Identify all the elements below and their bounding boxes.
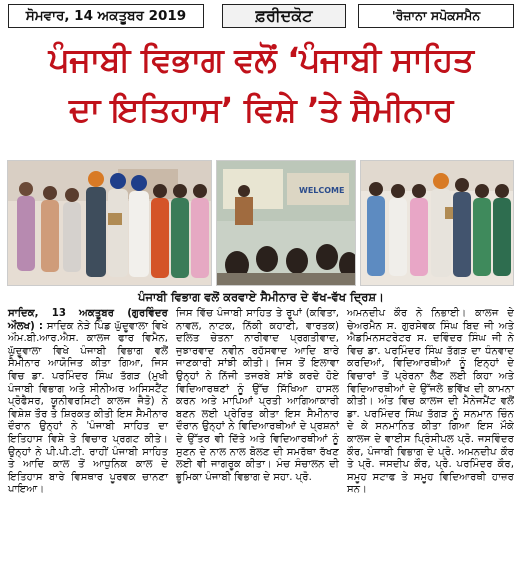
photo-group-memento-drawing xyxy=(8,161,212,286)
article-column-3-text: ਅਮਨਦੀਪ ਕੌਰ ਨੇ ਨਿਭਾਈ। ਕਾਲਜ ਦੇ ਚੇਅਰਮੈਨ ਸ. ਗੁਰਸੇਵਕ ਸਿੰਘ ਬਿਦ ਜੀ ਅਤੇ ਐਡਮਿਨਸਟਰੇਟਰ ਸ. ਦਵਿੰਦਰ ਸਿੰਘ ਜੀ ਨੇ ਵਿਚ ਡਾ. ਪਰਮਿੰਦਰ ਸਿੰਘ ਤੱਗੜ ਦਾ ਧੰਨਵਾਦ ਕਰਦਿਆਂ, ਵਿਦਿਆਰਥੀਆਂ ਨੂੰ ਇਨ੍ਹਾਂ ਦੇ ਵਿਚਾਰਾਂ ਤੋਂ ਪ੍ਰੇਰਨਾ ਲੈਣ ਲਈ ਕਿਹਾ ਅਤੇ ਵਿਦਿਆਰਥੀਆਂ ਦੇ ਉੱਜਲੇ ਭਵਿੱਖ ਦੀ ਕਾਮਨਾ ਕੀਤੀ। ਅੰਤ ਵਿਚ ਕਾਲਜ ਦੀ ਮੈਨੇਜਮੈਂਟ ਵਲੋਂ ਡਾ. ਪਰਮਿੰਦਰ ਸਿੰਘ ਤੱਗੜ ਨੂੰ ਸਨਮਾਨ ਚਿੰਨ ਦੇ ਕੇ ਸਨਮਾਨਿਤ ਕੀਤਾ ਗਿਆ ਇਸ ਮੌਕੇ ਕਾਲਜ ਦੇ ਵਾਈਸ ਪ੍ਰਿੰਸੀਪਲ ਪ੍ਰੋ. ਜਸਵਿੰਦਰ ਕੌਰ, ਪੰਜਾਬੀ ਵਿਭਾਗ ਦੇ ਪ੍ਰੋ. ਅਮਨਦੀਪ ਕੌਰ ਤੇ ਪ੍ਰੋ. ਜਸਦੀਪ ਕੌਰ, ਪ੍ਰੋ. ਪਰਮਿੰਦਰ ਕੌਰ, ਸਮੂਹ ਸਟਾਫ ਤੇ ਸਮੂਹ ਵਿਦਿਆਰਥੀ ਹਾਜ਼ਰ ਸਨ। xyxy=(347,308,514,496)
headline-line-2: ਦਾ ਇਤਿਹਾਸ’ ਵਿਸ਼ੇ ’ਤੇ ਸੈਮੀਨਾਰ xyxy=(69,90,453,129)
city-section-label: ਫ਼ਰੀਦਕੋਟ xyxy=(222,4,346,28)
photo-classroom-seminar xyxy=(216,160,356,286)
article-column-1-text: ਸਾਦਿਕ ਨੇੜੇ ਪਿੰਡ ਘੁੱਦੂਵਾਲਾ ਵਿਖੇ ਔਮ.ਬੀ.ਆਰ.ਐਸ. ਕਾਲਜ ਫਾਰ ਵਿਮੈਨ, ਘੁੱਦੂਵਾਲਾ ਵਿਖੇ ਪੰਜਾਬੀ ਵਿਭਾਗ ਵਲੋਂ ਸੈਮੀਨਾਰ ਆਯੋਜਿਤ ਕੀਤਾ ਗਿਆ, ਜਿਸ ਵਿਚ ਡਾ. ਪਰਮਿੰਦਰ ਸਿੰਘ ਤੱਗੜ (ਮੁਖੀ ਪੰਜਾਬੀ ਵਿਭਾਗ ਅਤੇ ਸੀਨੀਅਰ ਅਸਿਸਟੈਂਟ ਪ੍ਰੋਫੈਸਰ, ਯੂਨੀਵਰਸਿਟੀ ਕਾਲਜ ਜੈਤੋ) ਨੇ ਵਿਸ਼ੇਸ਼ ਤੌਰ ਤੇ ਸ਼ਿਰਕਤ ਕੀਤੀ ਇਸ ਸੈਮੀਨਾਰ ਦੌਰਾਨ ਉਨ੍ਹਾਂ ਨੇ 'ਪੰਜਾਬੀ ਸਾਹਿਤ ਦਾ ਇਤਿਹਾਸ ਵਿਸ਼ੇ ਤੇ ਵਿਚਾਰ ਪ੍ਰਗਟ ਕੀਤੇ। ਉਨ੍ਹਾਂ ਨੇ ਪੀ.ਪੀ.ਟੀ. ਰਾਹੀਂ ਪੰਜਾਬੀ ਸਾਹਿਤ ਤੇ ਆਦਿ ਕਾਲ ਤੋਂ ਆਧੁਨਿਕ ਕਾਲ ਦੇ ਇਤਿਹਾਸ ਬਾਰੇ ਵਿਸਥਾਰ ਪੂਰਵਕ ਚਾਨਣਾ ਪਾਇਆ। xyxy=(8,320,168,496)
photo-group-memento xyxy=(7,160,212,286)
newspaper-name: 'ਰੋਜ਼ਾਨਾ ਸਪੋਕਸਮੈਨ xyxy=(358,4,514,28)
photo-caption: ਪੰਜਾਬੀ ਵਿਭਾਗ ਵਲੋਂ ਕਰਵਾਏ ਸੈਮੀਨਾਰ ਦੇ ਵੱਖ-ਵੱਖ ਦ੍ਰਿਸ਼। xyxy=(138,290,384,304)
article-column-3 xyxy=(347,308,514,497)
article-column-1 xyxy=(8,308,168,497)
photo-group-honour-drawing xyxy=(361,161,514,286)
headline-line-1: ਪੰਜਾਬੀ ਵਿਭਾਗ ਵਲੋਂ ‘ਪੰਜਾਬੀ ਸਾਹਿਤ xyxy=(48,40,474,79)
photo-classroom-drawing xyxy=(217,161,356,286)
article-dateline: ਸਾਦਿਕ, 13 ਅਕਤੂਬਰ (ਗੁਰਵਿੰਦਰ ਔਲਖ) : xyxy=(8,308,168,332)
photo-group-honour xyxy=(360,160,514,286)
issue-date: ਸੋਮਵਾਰ, 14 ਅਕਤੂਬਰ 2019 xyxy=(8,4,204,28)
article-column-2-text: ਜਿਸ ਵਿੱਚ ਪੰਜਾਬੀ ਸਾਹਿਤ ਤੇ ਰੂਪਾਂ (ਕਵਿਤਾ, ਨਾਵਲ, ਨਾਟਕ, ਨਿੱਕੀ ਕਹਾਣੀ, ਵਾਰਤਕ) ਦਲਿਤ ਚੇਤਨਾ ਨਾਰੀਵਾਦ ਪ੍ਰਗਤੀਵਾਦ, ਜੁਝਾਰਵਾਦ ਨਵੀਨ ਰਹੱਸਵਾਦ ਆਦਿ ਬਾਰੇ ਜਾਣਕਾਰੀ ਸਾਂਝੀ ਕੀਤੀ। ਜਿਸ ਤੋਂ ਇਲਾਵਾ ਉਨ੍ਹਾਂ ਨੇ ਨਿੱਜੀ ਤਜਰਬੇ ਸਾਂਝੇ ਕਰਦੇ ਹੋਏ ਵਿਦਿਆਰਥਣਾਂ ਨੂੰ ਉੱਚ ਸਿੱਖਿਆ ਹਾਸਲ ਕਰਨ ਅਤੇ ਮਾਪਿਆਂ ਪ੍ਰਤੀ ਆਗਿਆਕਾਰੀ ਬਣਨ ਲਈ ਪ੍ਰੇਰਿਤ ਕੀਤਾ ਇਸ ਸੈਮੀਨਾਰ ਦੌਰਾਨ ਉਨ੍ਹਾਂ ਨੇ ਵਿਦਿਆਰਥੀਆਂ ਦੇ ਪ੍ਰਸ਼ਨਾਂ ਦੇ ਉੱਤਰ ਵੀ ਦਿੱਤੇ ਅਤੇ ਵਿਦਿਆਰਥੀਆਂ ਨੂੰ ਸੁਣਨ ਦੇ ਨਾਲ ਨਾਲ ਬੋਲਣ ਦੀ ਸਮਰੱਥਾ ਰੱਖਣ ਲਈ ਵੀ ਜਾਗਰੂਕ ਕੀਤਾ। ਮੰਚ ਸੰਚਾਲਨ ਦੀ ਭੂਮਿਕਾ ਪੰਜਾਬੀ ਵਿਭਾਗ ਦੇ ਸਹਾ. ਪ੍ਰੋ. xyxy=(176,308,339,483)
masthead-strip xyxy=(0,0,521,34)
photo-banner-text: WELCOME xyxy=(299,186,345,195)
article-column-2 xyxy=(176,308,339,484)
